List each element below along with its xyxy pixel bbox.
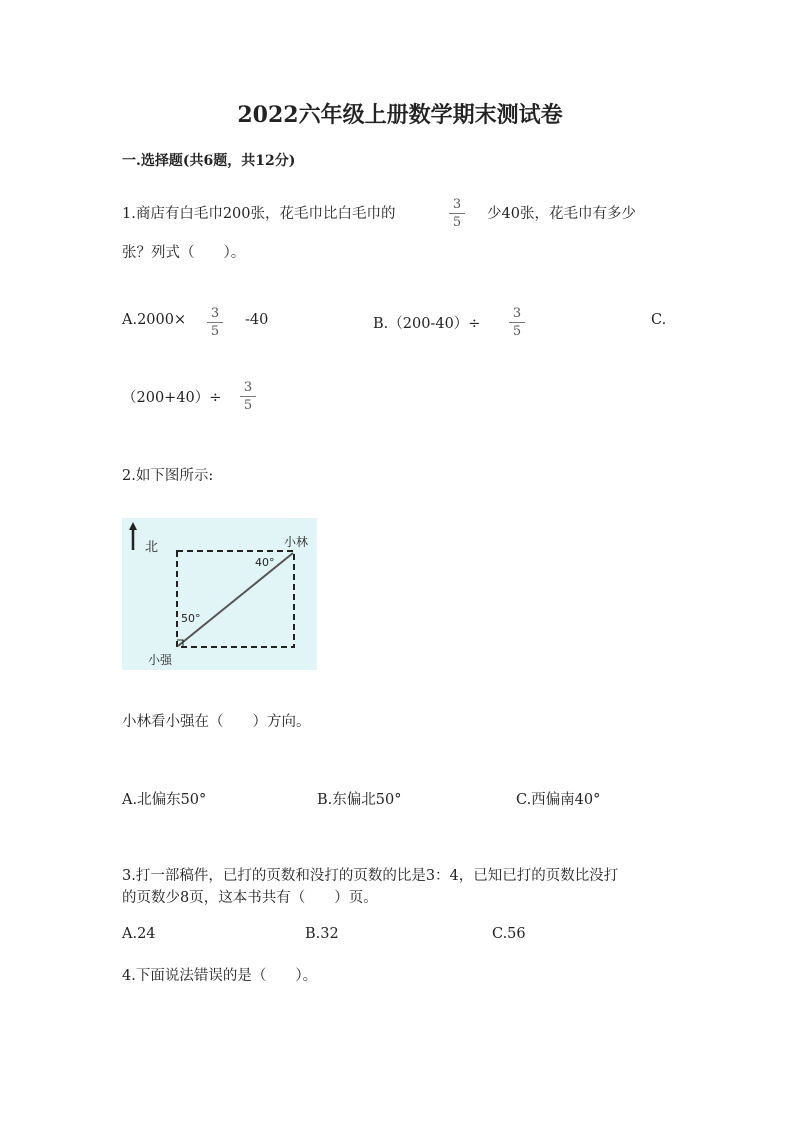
- q3-option-a: A.24: [122, 926, 156, 942]
- fraction-numerator: 3: [243, 380, 253, 395]
- q1-line1-part1: 1.商店有白毛巾200张，花毛巾比白毛巾的: [122, 206, 396, 222]
- q3-option-b: B.32: [305, 926, 339, 942]
- fraction-bar: [509, 322, 525, 323]
- q1-option-c-label: C.: [651, 312, 667, 328]
- fraction-numerator: 3: [452, 197, 462, 212]
- fraction-denominator: 5: [210, 324, 220, 339]
- q1-option-b: B.（200-40）÷: [373, 316, 481, 332]
- path-line: [178, 553, 293, 646]
- section-heading: 一.选择题(共6题，共12分): [122, 153, 296, 169]
- page-title: 2022六年级上册数学期末测试卷: [237, 102, 563, 128]
- q2-option-c: C.西偏南40°: [516, 792, 601, 808]
- fraction-bar: [449, 213, 465, 214]
- fraction-denominator: 5: [243, 398, 253, 413]
- q1-line2: 张？列式（ ）。: [122, 245, 246, 261]
- q1-option-a-tail: -40: [245, 312, 269, 328]
- q1-option-c: （200+40）÷: [122, 390, 222, 406]
- q1-option-a: A.2000×: [122, 312, 187, 328]
- q4-stem: 4.下面说法错误的是（ ）。: [122, 968, 318, 984]
- q3-line1: 3.打一部稿件，已打的页数和没打的页数的比是3：4，已知已打的页数比没打: [122, 868, 619, 884]
- q1-line1-part2: 少40张，花毛巾有多少: [487, 206, 636, 222]
- fraction-denominator: 5: [512, 324, 522, 339]
- q3-option-c: C.56: [492, 926, 526, 942]
- angle-label-bottom: 50°: [181, 612, 201, 625]
- point-label-bottom: 小强: [148, 653, 173, 667]
- q1-fraction: [449, 198, 465, 229]
- north-arrowhead: [129, 522, 137, 530]
- fraction-denominator: 5: [452, 215, 462, 230]
- fraction-bar: [240, 396, 256, 397]
- fraction-bar: [207, 322, 223, 323]
- fraction-numerator: 3: [512, 306, 522, 321]
- q2-option-a: A.北偏东50°: [122, 792, 207, 808]
- q1-option-c-fraction: [240, 381, 256, 412]
- q1-option-a-fraction: [207, 307, 223, 338]
- q1-option-b-fraction: [509, 307, 525, 338]
- angle-label-top: 40°: [255, 556, 275, 569]
- q2-option-b: B.东偏北50°: [317, 792, 402, 808]
- north-label: 北: [145, 540, 159, 555]
- direction-diagram: [122, 518, 317, 670]
- point-label-top: 小林: [284, 535, 309, 549]
- q2-stem: 2.如下图所示:: [122, 468, 214, 484]
- q3-line2: 的页数少8页，这本书共有（ ）页。: [122, 890, 378, 906]
- fraction-numerator: 3: [210, 306, 220, 321]
- q2-question: 小林看小强在（ ）方向。: [122, 714, 311, 730]
